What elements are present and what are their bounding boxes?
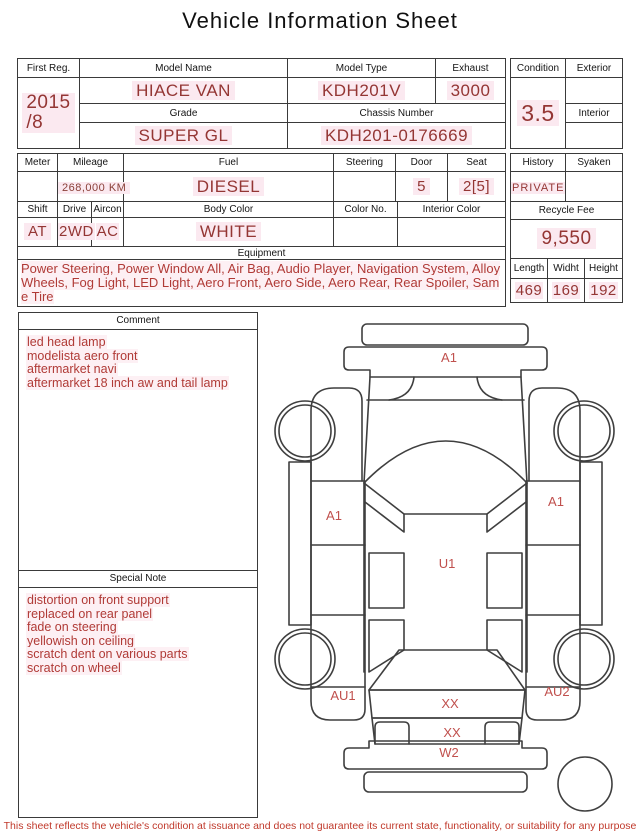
chassis-number-label: Chassis Number [288, 104, 506, 123]
disclaimer-text: This sheet reflects the vehicle's condition at issuance and does not guarantee its current state, functionality, or suitability for any purpose [3, 820, 637, 832]
mileage-label: Mileage [58, 154, 124, 172]
special-note-line: distortion on front support [27, 593, 169, 607]
color-no-value [334, 217, 398, 247]
equipment-label: Equipment [18, 247, 506, 260]
registration-table [17, 58, 506, 149]
history-value: PRIVATE [511, 172, 566, 202]
damage-label-rear-right: AU2 [544, 684, 570, 699]
damage-label-front-bumper: A1 [441, 350, 457, 365]
shift-label: Shift [18, 201, 58, 217]
special-note-header: Special Note [19, 570, 257, 588]
aircon-value: AC [92, 217, 124, 247]
first-reg-value: 2015 /8 [18, 78, 80, 149]
body-color-label: Body Color [124, 201, 334, 217]
comment-lines [19, 330, 257, 570]
model-type-label: Model Type [288, 59, 436, 78]
chassis-number-value: KDH201-0176669 [288, 123, 506, 149]
damage-label-rear-gate: XX [443, 725, 461, 740]
history-box [510, 153, 622, 303]
special-note-line: scratch on wheel [27, 660, 121, 675]
width-label: Widht [548, 259, 585, 279]
syaken-label: Syaken [566, 154, 623, 172]
color-no-label: Color No. [334, 201, 398, 217]
notes-box [18, 312, 258, 818]
grade-value: SUPER GL [80, 123, 288, 149]
seat-value: 2[5] [448, 172, 506, 202]
recycle-fee-label: Recycle Fee [511, 201, 623, 219]
door-label: Door [396, 154, 448, 172]
shift-value: AT [18, 217, 58, 247]
grade-label: Grade [80, 104, 288, 123]
special-note-line: scratch dent on various parts [27, 647, 188, 661]
height-value: 192 [585, 279, 623, 303]
rear-right-wheel [554, 629, 614, 689]
damage-label-rear-left: AU1 [330, 688, 356, 703]
syaken-value [566, 172, 623, 202]
spare-wheel [558, 757, 612, 811]
damage-label-left-panel: A1 [326, 508, 342, 523]
special-note-line: replaced on rear panel [27, 606, 153, 621]
aircon-label: Aircon [92, 201, 124, 217]
comment-line: aftermarket 18 inch aw and tail lamp [27, 375, 228, 390]
history-label: History [511, 154, 566, 172]
mileage-value: 268,000 KM [58, 172, 124, 202]
damage-label-rear-bumper: W2 [439, 745, 459, 760]
fuel-value: DIESEL [124, 172, 334, 202]
damage-label-rear-panel: XX [441, 696, 459, 711]
damage-label-floor: U1 [438, 556, 456, 571]
drive-label: Drive [58, 201, 92, 217]
equipment-value: Power Steering, Power Window All, Air Bag, Audio Player, Navigation System, Alloy Wheels, Fog Light, LED Light, Aero Front, Aero Side, Aero Rear, Rear Spoiler, Same Tire [18, 260, 506, 307]
steering-value [334, 172, 396, 202]
page-title: Vehicle Information Sheet [182, 8, 458, 33]
comment-line: aftermarket navi [27, 362, 117, 376]
special-note-line: yellowish on ceiling [27, 633, 135, 648]
interior-color-value [398, 217, 506, 247]
exhaust-label: Exhaust [436, 59, 506, 78]
width-value: 169 [548, 279, 585, 303]
exterior-label: Exterior [566, 59, 623, 78]
condition-value: 3.5 [511, 78, 566, 149]
front-left-wheel [275, 401, 335, 461]
rear-left-wheel [275, 629, 335, 689]
front-right-wheel [554, 401, 614, 461]
exterior-value [566, 78, 623, 104]
interior-value [566, 123, 623, 149]
condition-box [510, 58, 623, 149]
drive-value: 2WD [58, 217, 92, 247]
exhaust-value: 3000 [436, 78, 506, 104]
steering-label: Steering [334, 154, 396, 172]
special-note-line: fade on steering [27, 620, 117, 634]
model-name-label: Model Name [80, 59, 288, 78]
meter-label: Meter [18, 154, 58, 172]
recycle-fee-value: 9,550 [511, 219, 623, 259]
damage-label-right-panel: A1 [548, 494, 564, 509]
seat-label: Seat [448, 154, 506, 172]
body-color-value: WHITE [124, 217, 334, 247]
first-reg-label: First Reg. [18, 59, 80, 78]
fuel-label: Fuel [124, 154, 334, 172]
car-damage-diagram [262, 312, 640, 818]
roof-strip-shape [362, 324, 528, 345]
model-name-value: HIACE VAN [80, 78, 288, 104]
interior-color-label: Interior Color [398, 201, 506, 217]
comment-line: modelista aero front [27, 348, 138, 363]
height-label: Height [585, 259, 623, 279]
condition-label: Condition [511, 59, 566, 78]
comment-header: Comment [19, 313, 257, 330]
model-type-value: KDH201V [288, 78, 436, 104]
comment-line: led head lamp [27, 335, 106, 349]
spec-table [17, 153, 505, 307]
special-note-lines [19, 588, 257, 681]
door-value: 5 [396, 172, 448, 202]
interior-label: Interior [566, 104, 623, 123]
length-label: Length [511, 259, 548, 279]
meter-value [18, 172, 58, 202]
length-value: 469 [511, 279, 548, 303]
